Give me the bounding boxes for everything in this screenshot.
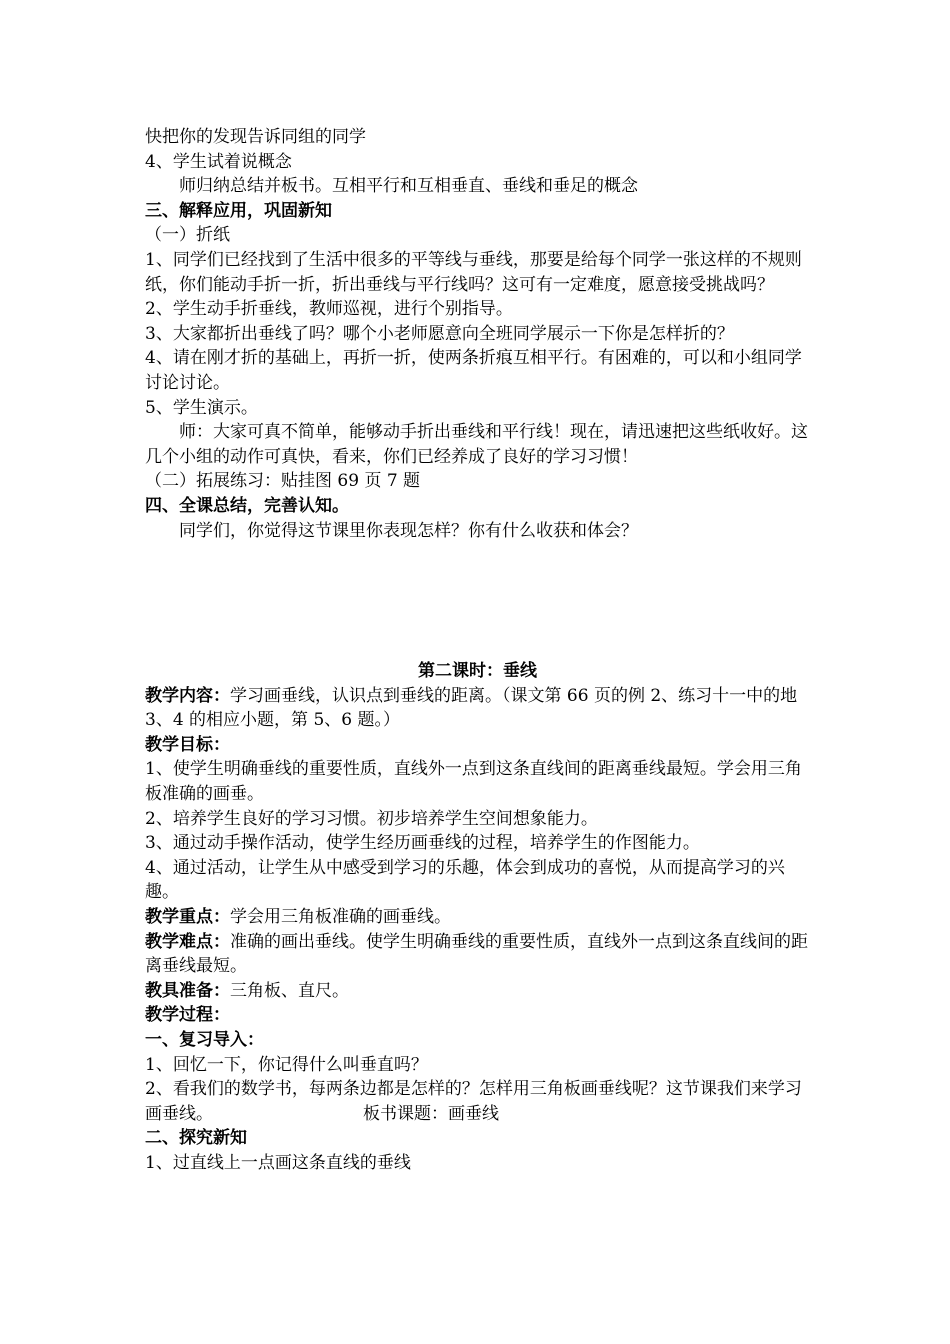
paragraph: 师：大家可真不简单，能够动手折出垂线和平行线！现在，请迅速把这些纸收好。这几个小组的动作可真快，看来，你们已经养成了良好的学习习惯！ — [145, 422, 808, 467]
paragraph: 1、同学们已经找到了生活中很多的平等线与垂线，那要是给每个同学一张这样的不规则纸，你们能动手折一折，折出垂线与平行线吗？这可有一定难度，愿意接受挑战吗？ — [145, 249, 802, 295]
lesson-title: 第二课时：垂线 — [418, 661, 537, 682]
document-page — [145, 125, 810, 1176]
paragraph: 同学们，你觉得这节课里你表现怎样？你有什么收获和体会？ — [179, 520, 638, 541]
teaching-content — [145, 684, 810, 733]
goal-item: 2、培养学生良好的学习习惯。初步培养学生空间想象能力。 — [145, 808, 598, 829]
lesson-one-continuation — [145, 125, 810, 543]
field-value: 学会用三角板准确的画垂线。 — [230, 907, 451, 928]
field-label: 教具准备： — [145, 980, 230, 1001]
paragraph: 2、学生动手折垂线，教师巡视，进行个别指导。 — [145, 299, 513, 320]
section-heading: 三、解释应用，巩固新知 — [145, 200, 332, 221]
paragraph: 3、大家都折出垂线了吗？哪个小老师愿意向全班同学展示一下你是怎样折的？ — [145, 323, 734, 344]
paragraph: 4、请在刚才折的基础上，再折一折，使两条折痕互相平行。有困难的，可以和小组同学讨论讨论。 — [145, 348, 802, 393]
section-heading: 四、全课总结，完善认知。 — [145, 495, 349, 516]
field-label: 教学重点： — [145, 907, 230, 928]
paragraph: （二）拓展练习：贴挂图 69 页 7 题 — [145, 471, 421, 492]
section-heading: 一、复习导入： — [145, 1030, 264, 1050]
teaching-difficulty — [145, 930, 810, 979]
paragraph: 师归纳总结并板书。互相平行和互相垂直、垂线和垂足的概念 — [179, 176, 638, 197]
field-value: 准确的画出垂线。使学生明确垂线的重要性质，直线外一点到这条直线间的距离垂线最短。 — [145, 931, 808, 977]
field-label: 教学内容： — [145, 685, 230, 706]
review-text: 2、看我们的数学书，每两条边都是怎样的？怎样用三角板画垂线呢？这节课我们来学习画垂线。 — [145, 1079, 802, 1124]
goal-item: 3、通过动手操作活动，使学生经历画垂线的过程，培养学生的作图能力。 — [145, 833, 700, 854]
paragraph: 1、过直线上一点画这条直线的垂线 — [145, 1152, 411, 1173]
paragraph: 5、学生演示。 — [145, 397, 258, 418]
subsection-heading: （一）折纸 — [145, 225, 230, 246]
goal-item: 4、通过活动，让学生从中感受到学习的乐趣，体会到成功的喜悦，从而提高学习的兴趣。 — [145, 857, 785, 903]
paragraph — [145, 1077, 810, 1126]
paragraph: 1、回忆一下，你记得什么叫垂直吗？ — [145, 1054, 428, 1075]
field-value: 学习画垂线，认识点到垂线的距离。（课文第 66 页的例 2、练习十一中的地 3、4 的相应小题，第 5、6 题。） — [145, 685, 798, 731]
paragraph: 4、学生试着说概念 — [145, 151, 292, 172]
paragraph: 快把你的发现告诉同组的同学 — [145, 127, 366, 147]
goals-heading: 教学目标： — [145, 734, 230, 755]
teaching-key-point — [145, 905, 810, 930]
teaching-tools — [145, 979, 810, 1004]
section-heading: 二、探究新知 — [145, 1128, 247, 1149]
goal-item: 1、使学生明确垂线的重要性质，直线外一点到这条直线间的距离垂线最短。学会用三角板准确的画垂。 — [145, 759, 802, 805]
blank-gap — [145, 543, 810, 659]
process-heading: 教学过程： — [145, 1005, 230, 1026]
lesson-two — [145, 659, 810, 1175]
field-value: 三角板、直尺。 — [230, 980, 349, 1001]
field-label: 教学难点： — [145, 931, 230, 952]
board-title: 板书课题：画垂线 — [363, 1103, 499, 1124]
